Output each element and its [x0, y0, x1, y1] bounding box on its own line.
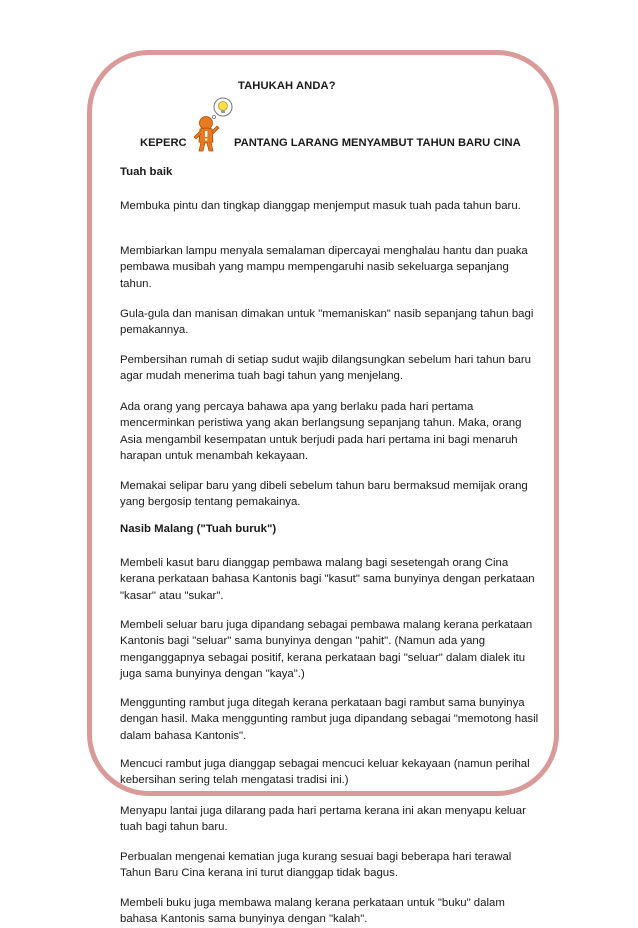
subtitle-left: KEPERC [140, 137, 187, 149]
paragraph: Membeli seluar baru juga dipandang sebagai pembawa malang kerana perkataan Kantonis bagi "seluar" sama bunyinya dengan "pahit". (Namun ada yang menganggapnya sebagai positif, kerana perkataan bagi "seluar" dalam dialek itu juga sama bunyinya dengan "kaya".) [120, 619, 533, 680]
paragraph: Gula-gula dan manisan dimakan untuk "memaniskan" nasib sepanjang tahun bagi pemakannya. [120, 308, 534, 337]
section-heading-bad: Nasib Malang ("Tuah buruk") [120, 523, 277, 535]
thinking-figure-lightbulb-icon [190, 96, 236, 154]
section-heading-good: Tuah baik [120, 166, 173, 178]
paragraph: Membeli buku juga membawa malang kerana perkataan untuk "buku" dalam bahasa Kantonis sama bunyinya dengan "kalah". [120, 897, 505, 926]
paragraph: Menggunting rambut juga ditegah kerana perkataan bagi rambut sama bunyinya dengan hasil. Maka menggunting rambut juga dipandang sebagai "memotong hasil dalam bahasa Kantonis". [120, 697, 539, 742]
paragraph: Menyapu lantai juga dilarang pada hari pertama kerana ini akan menyapu keluar tuah bagi tahun baru. [120, 805, 526, 834]
paragraph: Membeli kasut baru dianggap pembawa malang bagi sesetengah orang Cina kerana perkataan bahasa Kantonis bagi "kasut" sama bunyinya dengan perkataan "kasar" atau "sukar". [120, 557, 535, 602]
paragraph: Mencuci rambut juga dianggap sebagai mencuci keluar kekayaan (namun perihal kebersihan sering telah mengatasi tradisi ini.) [120, 758, 530, 787]
paragraph: Pembersihan rumah di setiap sudut wajib dilangsungkan sebelum hari tahun baru agar mudah menerima tuah bagi tahun yang menjelang. [120, 354, 531, 383]
paragraph: Membiarkan lampu menyala semalaman dipercayai menghalau hantu dan puaka pembawa musibah yang mampu mempengaruhi nasib sekeluarga sepanjang tahun. [120, 245, 528, 290]
subtitle-right: PANTANG LARANG MENYAMBUT TAHUN BARU CINA [234, 137, 521, 149]
paragraph: Perbualan mengenai kematian juga kurang sesuai bagi beberapa hari terawal Tahun Baru Cina kerana ini turut dianggap tidak bagus. [120, 851, 512, 880]
paragraph: Memakai selipar baru yang dibeli sebelum tahun baru bermaksud memijak orang yang bergosip tentang pemakainya. [120, 480, 528, 509]
paragraph: Membuka pintu dan tingkap dianggap menjemput masuk tuah pada tahun baru. [120, 200, 521, 212]
paragraph: Ada orang yang percaya bahawa apa yang berlaku pada hari pertama mencerminkan peristiwa yang akan berlangsung sepanjang tahun. Maka, orang Asia mengambil kesempatan untuk berjudi pada hari pertama ini bagi menaruh harapan untuk menambah kekayaan. [120, 401, 522, 462]
page-title: TAHUKAH ANDA? [238, 80, 336, 92]
